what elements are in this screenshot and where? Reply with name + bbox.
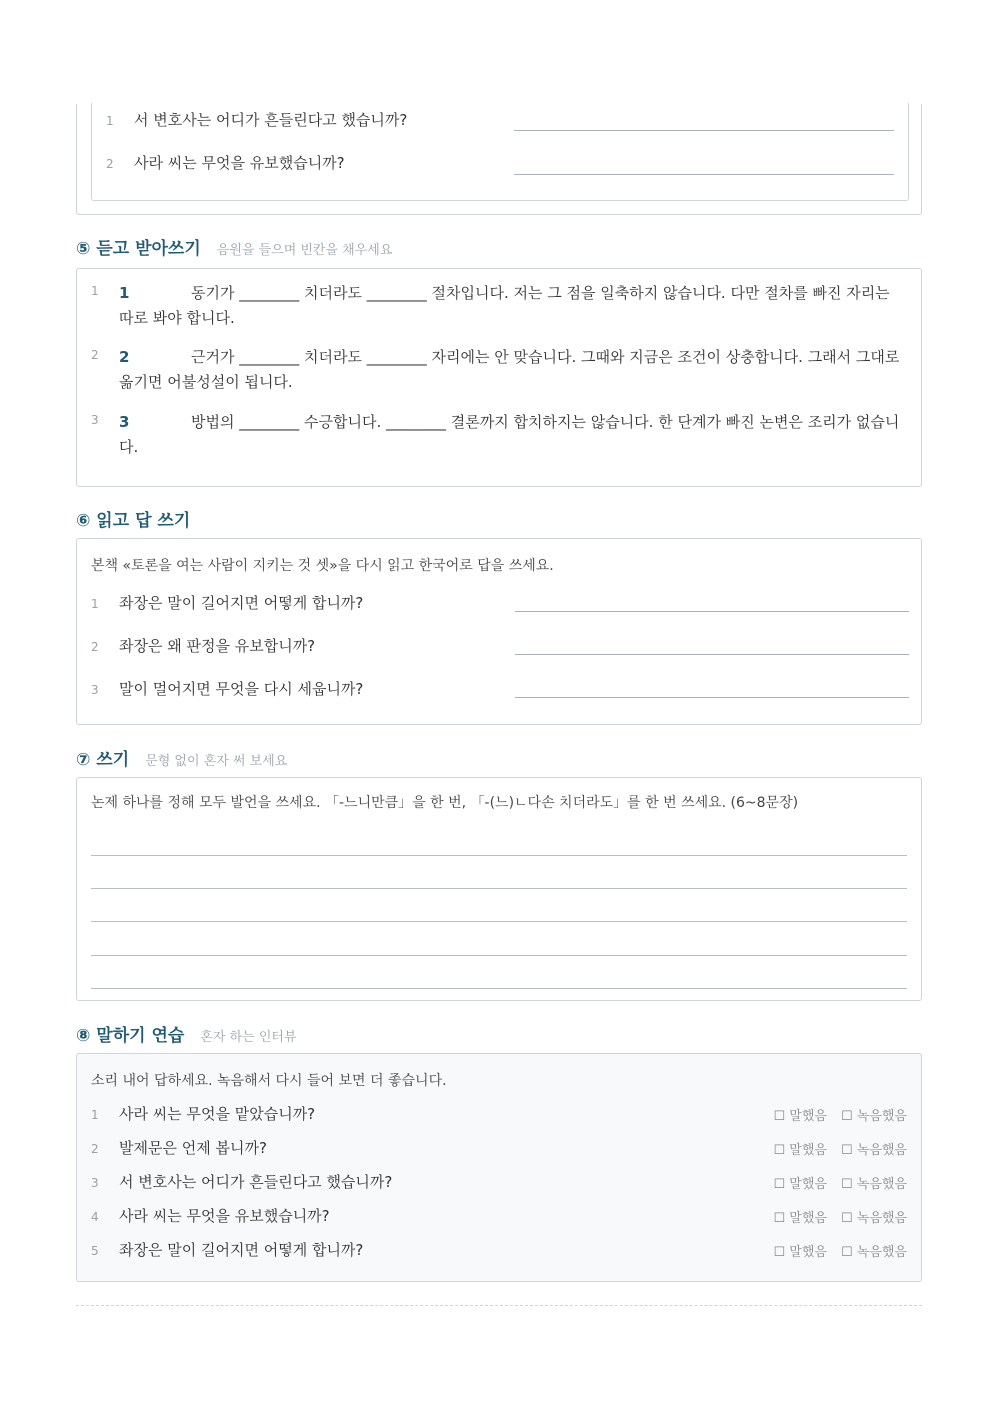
spoken-checkbox[interactable]: ☐ 말했음 — [773, 1211, 827, 1226]
section6-question-3 — [91, 678, 363, 699]
section8-question-2 — [91, 1137, 267, 1158]
section7-instruction: 논제 하나를 정해 모두 발언을 쓰세요. 「-느니만큼」을 한 번, 「-(느)ㄴ다손 치더라도」를 한 번 쓰세요. (6~8문장) — [91, 795, 799, 811]
section4-question-1 — [106, 109, 407, 130]
check-group — [760, 1173, 908, 1192]
dictation-item-2 — [119, 345, 907, 395]
section8-box — [76, 1053, 922, 1282]
dictation-number: 1 — [119, 284, 130, 302]
dictation-text: 방법의 ________ 수긍합니다. ________ 결론까지 합치하지는 않습니다. 한 단계가 빠진 논변은 조리가 없습니다. — [119, 413, 900, 456]
writing-line[interactable] — [91, 888, 907, 889]
dictation-text: 동기가 ________ 치더라도 ________ 절차입니다. 저는 그 점을 일축하지 않습니다. 다만 절차를 빠진 자리는 따로 봐야 합니다. — [119, 284, 890, 327]
section7-subtitle: 문형 없이 혼자 써 보세요 — [145, 754, 288, 769]
check-group — [760, 1105, 908, 1124]
question-number: 3 — [91, 1176, 99, 1190]
writing-line[interactable] — [91, 921, 907, 922]
question-text: 좌장은 말이 길어지면 어떻게 합니까? — [119, 594, 364, 612]
dictation-item-1 — [119, 281, 907, 331]
section4-inner-box — [91, 103, 909, 201]
recorded-checkbox[interactable]: ☐ 녹음했음 — [840, 1177, 907, 1192]
section8-question-3 — [91, 1171, 392, 1192]
section6-instruction: 본책 «토론을 여는 사람이 지키는 것 셋»을 다시 읽고 한국어로 답을 쓰세요. — [91, 558, 554, 574]
section6-question-1 — [91, 592, 363, 613]
question-number: 1 — [91, 597, 99, 611]
section8-question-4 — [91, 1205, 330, 1226]
answer-line[interactable] — [515, 611, 909, 612]
dictation-line-number: 1 — [91, 284, 99, 298]
section4-question-2 — [106, 152, 345, 173]
question-number: 2 — [106, 157, 114, 171]
question-text: 서 변호사는 어디가 흔들린다고 했습니까? — [119, 1173, 393, 1191]
question-number: 4 — [91, 1210, 99, 1224]
page-footer-divider — [76, 1305, 922, 1306]
recorded-checkbox[interactable]: ☐ 녹음했음 — [840, 1211, 907, 1226]
answer-line[interactable] — [515, 697, 909, 698]
section5-header — [76, 234, 392, 259]
question-number: 5 — [91, 1244, 99, 1258]
writing-line[interactable] — [91, 988, 907, 989]
dictation-line-number: 3 — [91, 413, 99, 427]
recorded-checkbox[interactable]: ☐ 녹음했음 — [840, 1143, 907, 1158]
section8-question-1 — [91, 1103, 315, 1124]
section8-question-5 — [91, 1239, 363, 1260]
spoken-checkbox[interactable]: ☐ 말했음 — [773, 1143, 827, 1158]
question-text: 좌장은 왜 판정을 유보합니까? — [119, 637, 316, 655]
section5-box — [76, 268, 922, 487]
question-text: 사라 씨는 무엇을 맡았습니까? — [119, 1105, 316, 1123]
check-group — [760, 1241, 908, 1260]
question-text: 발제문은 언제 봅니까? — [119, 1139, 267, 1157]
dictation-line-number: 2 — [91, 348, 99, 362]
writing-line[interactable] — [91, 855, 907, 856]
writing-line[interactable] — [91, 955, 907, 956]
section6-box — [76, 538, 922, 725]
spoken-checkbox[interactable]: ☐ 말했음 — [773, 1177, 827, 1192]
question-text: 서 변호사는 어디가 흔들린다고 했습니까? — [134, 111, 408, 129]
question-text: 좌장은 말이 길어지면 어떻게 합니까? — [119, 1241, 364, 1259]
section8-subtitle: 혼자 하는 인터뷰 — [200, 1030, 297, 1045]
section7-box — [76, 777, 922, 1001]
section5-subtitle: 음원을 들으며 빈칸을 채우세요 — [216, 243, 393, 258]
section6-title: ⑥ 읽고 답 쓰기 — [76, 511, 191, 531]
recorded-checkbox[interactable]: ☐ 녹음했음 — [840, 1109, 907, 1124]
spoken-checkbox[interactable]: ☐ 말했음 — [773, 1109, 827, 1124]
answer-line[interactable] — [514, 174, 894, 175]
answer-line[interactable] — [515, 654, 909, 655]
question-number: 1 — [91, 1108, 99, 1122]
dictation-number: 3 — [119, 413, 130, 431]
section8-title: ⑧ 말하기 연습 — [76, 1026, 185, 1046]
section4-outer-box — [76, 104, 922, 215]
section8-header — [76, 1021, 297, 1046]
section6-header — [76, 506, 190, 531]
section6-question-2 — [91, 635, 315, 656]
section7-title: ⑦ 쓰기 — [76, 750, 130, 770]
question-text: 말이 멀어지면 무엇을 다시 세웁니까? — [119, 680, 364, 698]
question-number: 1 — [106, 114, 114, 128]
dictation-item-3 — [119, 410, 907, 460]
dictation-number: 2 — [119, 348, 130, 366]
section8-instruction: 소리 내어 답하세요. 녹음해서 다시 들어 보면 더 좋습니다. — [91, 1073, 447, 1089]
spoken-checkbox[interactable]: ☐ 말했음 — [773, 1245, 827, 1260]
question-number: 2 — [91, 640, 99, 654]
question-number: 2 — [91, 1142, 99, 1156]
question-number: 3 — [91, 683, 99, 697]
section7-header — [76, 745, 287, 770]
recorded-checkbox[interactable]: ☐ 녹음했음 — [840, 1245, 907, 1260]
check-group — [760, 1139, 908, 1158]
answer-line[interactable] — [514, 130, 894, 131]
question-text: 사라 씨는 무엇을 유보했습니까? — [134, 154, 345, 172]
check-group — [760, 1207, 908, 1226]
question-text: 사라 씨는 무엇을 유보했습니까? — [119, 1207, 330, 1225]
dictation-text: 근거가 ________ 치더라도 ________ 자리에는 안 맞습니다. 그때와 지금은 조건이 상충합니다. 그래서 그대로 옮기면 어불성설이 됩니다. — [119, 348, 900, 391]
section5-title: ⑤ 듣고 받아쓰기 — [76, 239, 201, 259]
